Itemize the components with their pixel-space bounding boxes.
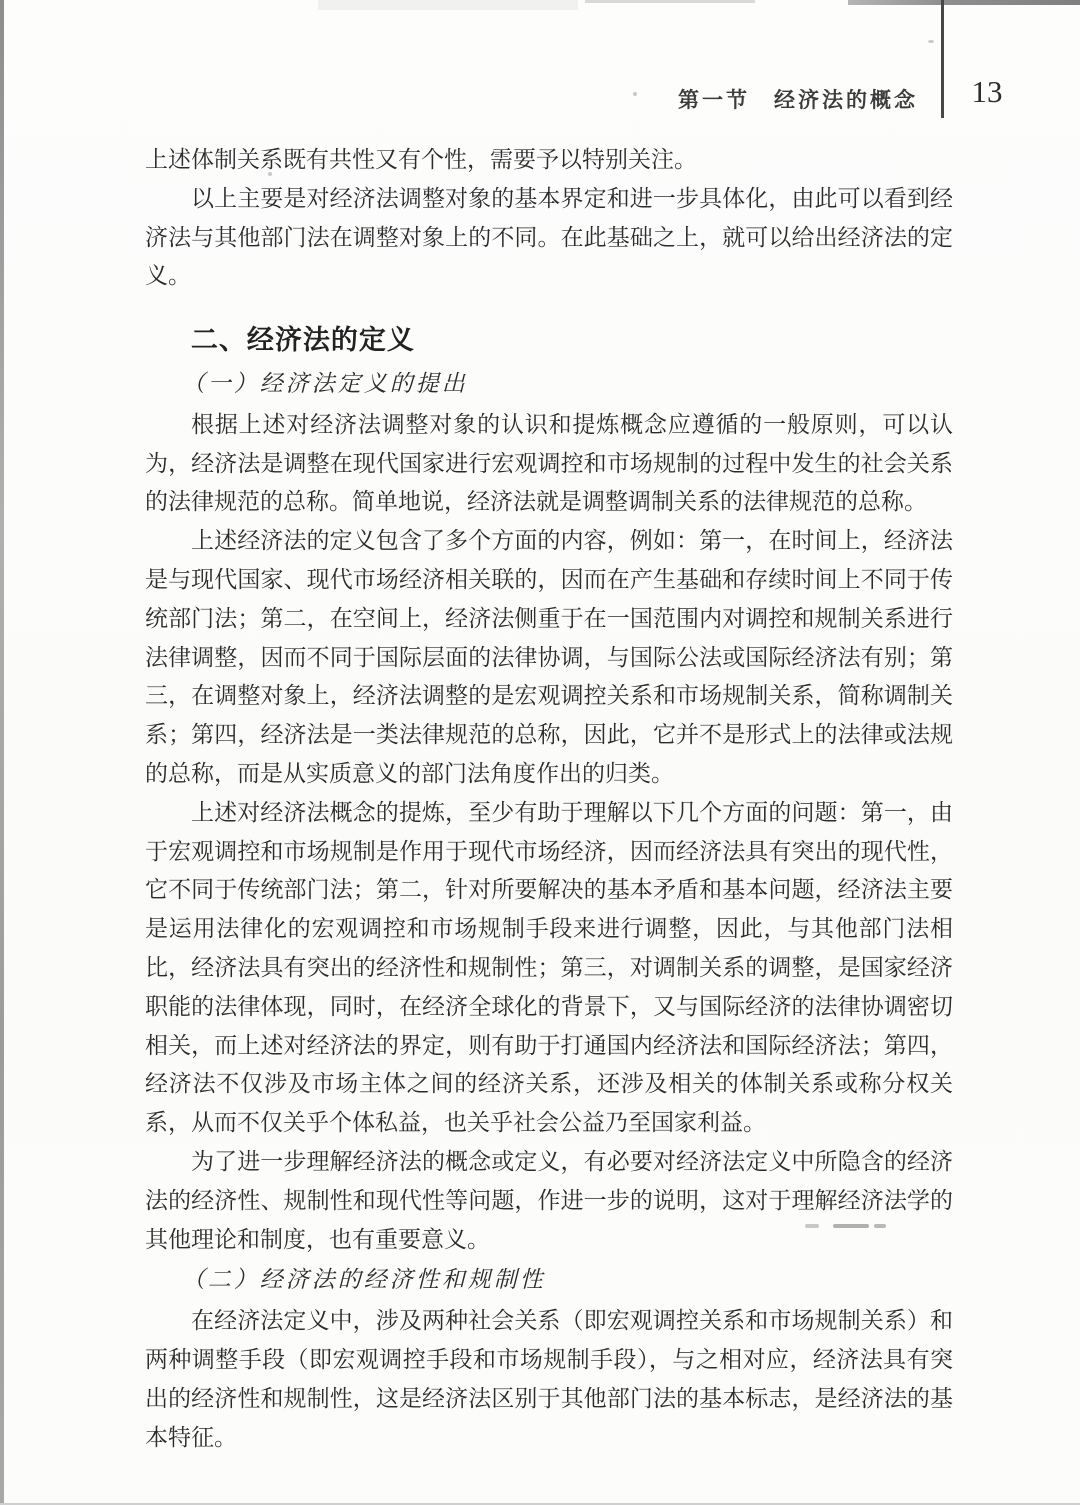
paragraph: 上述经济法的定义包含了多个方面的内容，例如：第一，在时间上，经济法是与现代国家、现代市场经济相关联的，因而在产生基础和存续时间上不同于传统部门法；第二，在空间上，经济法侧重于在一国范围内对调控和规制关系进行法律调整，因而不同于国际层面的法律协调，与国际公法或国际经济法有别；第三，在调整对象上，经济法调整的是宏观调控关系和市场规制关系，简称调制关系；第四，经济法是一类法律规范的总称，因此，它并不是形式上的法律或法规的总称，而是从实质意义的部门法角度作出的归类。 (145, 528, 953, 786)
page-number: 13 (971, 74, 1003, 109)
scan-streak-top-light (318, 0, 578, 10)
paragraph: 上述对经济法概念的提炼，至少有助于理解以下几个方面的问题：第一，由于宏观调控和市场规制是作用于现代市场经济，因而经济法具有突出的现代性，它不同于传统部门法；第二，针对所要解决的基本矛盾和基本问题，经济法主要是运用法律化的宏观调控和市场规制手段来进行调整，因此，与其他部门法相比，经济法具有突出的经济性和规制性；第三，对调制关系的调整，是国家经济职能的法律体现，同时，在经济全球化的背景下，又与国际经济的法律协调密切相关，而上述对经济法的界定，则有助于打通国内经济法和国际经济法；第四，经济法不仅涉及市场主体之间的经济关系，还涉及相关的体制关系或称分权关系，从而不仅关乎个体私益，也关乎社会公益乃至国家利益。 (145, 799, 953, 1136)
paragraph: 以上主要是对经济法调整对象的基本界定和进一步具体化，由此可以看到经济法与其他部门法在调整对象上的不同。在此基础之上，就可以给出经济法的定义。 (145, 185, 953, 289)
scan-speck (928, 40, 934, 43)
section-heading: 二、经济法的定义 (190, 325, 415, 356)
scan-speck (633, 92, 637, 96)
paragraph: 根据上述对经济法调整对象的认识和提炼概念应遵循的一般原则，可以认为，经济法是调整在现代国家进行宏观调控和市场规制的过程中发生的社会关系的法律规范的总称。简单地说，经济法就是调整调制关系的法律规范的总称。 (145, 411, 953, 515)
header-divider (941, 0, 944, 118)
body-content (145, 141, 953, 1457)
paragraph: 为了进一步理解经济法的概念或定义，有必要对经济法定义中所隐含的经济法的经济性、规制性和现代性等问题，作进一步的说明，这对于理解经济法学的其他理论和制度，也有重要意义。 (145, 1148, 953, 1252)
paragraph: 在经济法定义中，涉及两种社会关系（即宏观调控关系和市场规制关系）和两种调整手段（即宏观调控手段和市场规制手段），与之相对应，经济法具有突出的经济性和规制性，这是经济法区别于其他部门法的基本标志，是经济法的基本特征。 (145, 1308, 953, 1450)
scan-streak-top-mid (585, 0, 755, 3)
sub-heading: （一）经济法定义的提出 (181, 370, 468, 396)
running-header-title: 第一节 经济法的概念 (678, 89, 918, 112)
scan-streak-top-dark (848, 0, 1080, 5)
paragraph: 上述体制关系既有共性又有个性，需要予以特别关注。 (145, 147, 697, 172)
scan-edge-left (0, 0, 4, 1505)
sub-heading: （二）经济法的经济性和规制性 (181, 1267, 546, 1293)
